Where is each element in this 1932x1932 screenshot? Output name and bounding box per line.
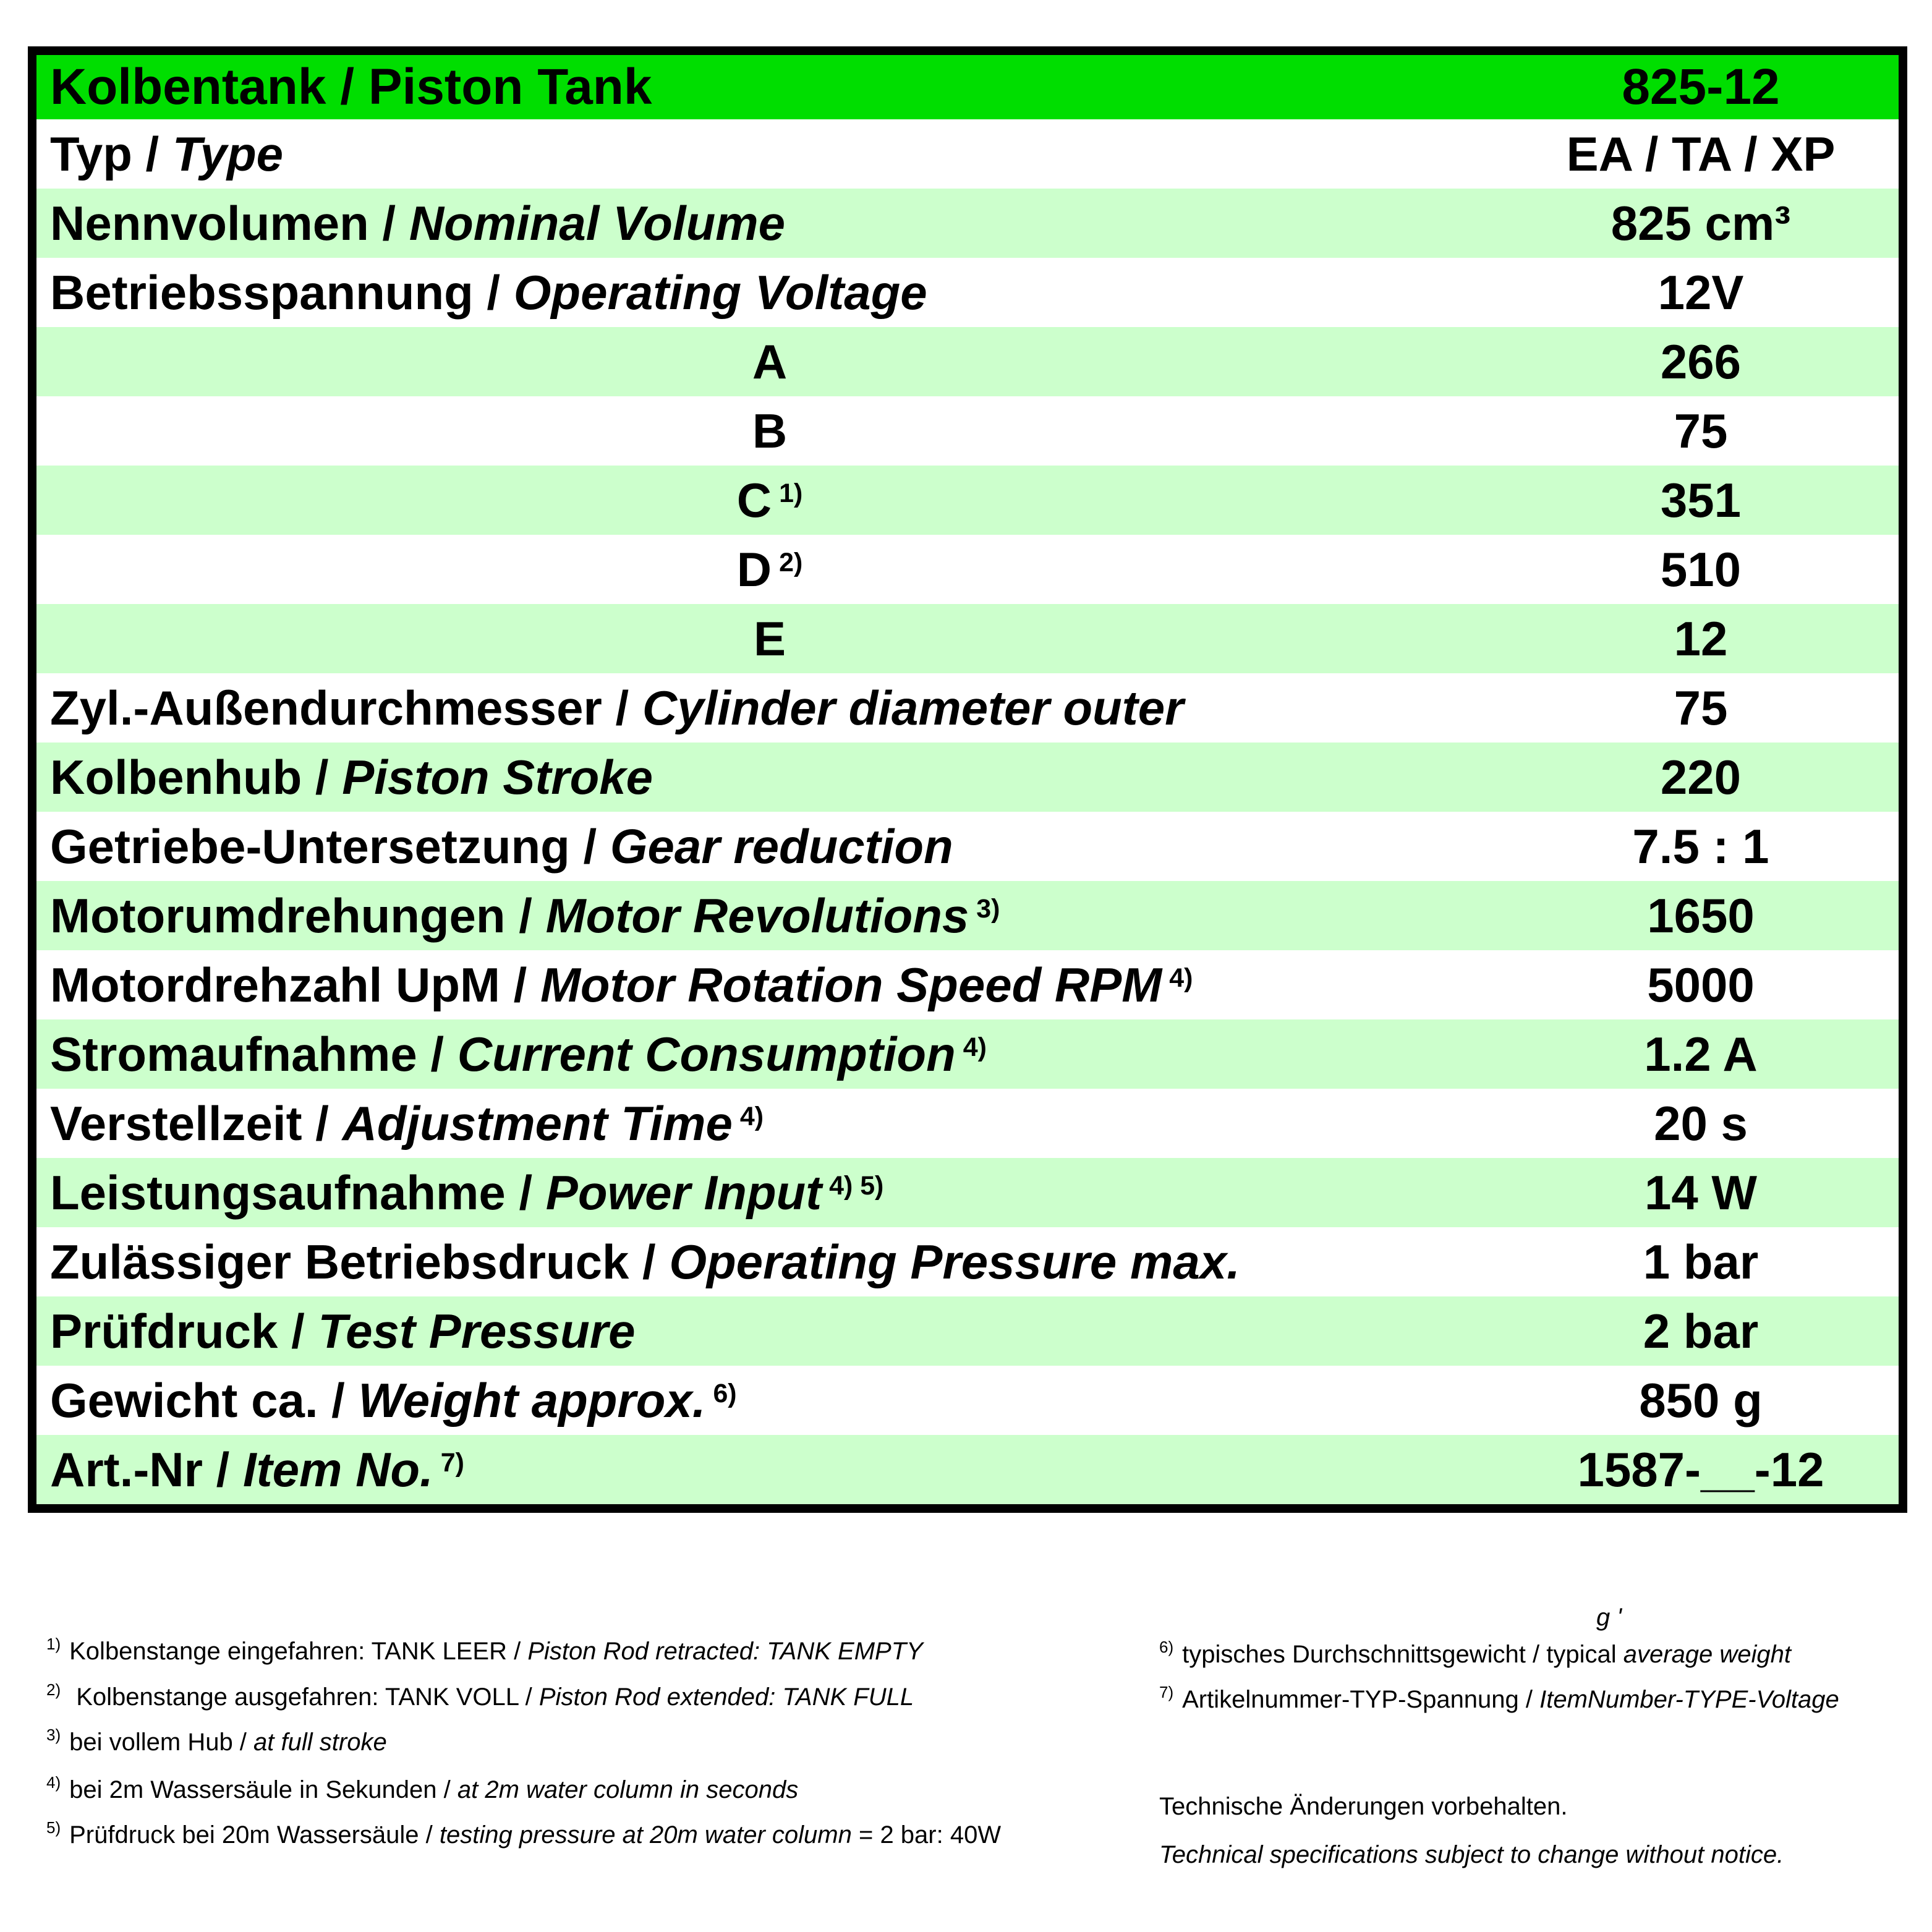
spec-row (36, 812, 1899, 881)
footnote-number: 2) (46, 1680, 61, 1699)
footnote-text: Piston Rod extended: TANK FULL (538, 1683, 914, 1711)
row-label-de: Prüfdruck (50, 1304, 278, 1358)
row-value: 1 bar (1643, 1235, 1759, 1289)
footnote (46, 1681, 914, 1711)
row-label-en: Current Consumption (457, 1027, 956, 1081)
spec-row (36, 1089, 1899, 1158)
row-label (36, 196, 1503, 250)
footnote-text: at 2m water column in seconds (457, 1776, 799, 1803)
row-label-en: Motor Revolutions (545, 888, 969, 943)
footnote (46, 1819, 1001, 1849)
spec-row (36, 1227, 1899, 1296)
row-value: 1587-__-12 (1577, 1442, 1824, 1497)
footnote-marker: 4) 5) (829, 1171, 884, 1201)
row-value: EA / TA / XP (1566, 127, 1836, 181)
spec-row (36, 881, 1899, 950)
row-value: 510 (1660, 542, 1742, 597)
row-label-de: Gewicht ca. (50, 1373, 318, 1428)
footnote-marker: 7) (440, 1448, 464, 1478)
row-value: 12 (1674, 611, 1728, 666)
row-label-en: Operating Voltage (513, 265, 927, 320)
row-label (36, 334, 1503, 389)
row-label (36, 1165, 1503, 1220)
row-value: 14 W (1644, 1165, 1758, 1220)
header-label (36, 59, 1503, 115)
row-label (36, 1235, 1503, 1289)
row-label-separator: / (278, 1304, 318, 1358)
row-label (36, 1027, 1503, 1081)
spec-row (36, 258, 1899, 327)
footnote-marker: 4) (1169, 963, 1193, 994)
row-label-separator: / (500, 958, 540, 1012)
row-value: 5000 (1647, 958, 1755, 1012)
row-label-separator: / (629, 1235, 670, 1289)
row-label-de: Zulässiger Betriebsdruck (50, 1235, 629, 1289)
row-label-separator: / (132, 127, 172, 181)
row-label-en: Motor Rotation Speed RPM (540, 958, 1162, 1012)
row-label-en: Adjustment Time (342, 1096, 733, 1151)
row-label (36, 404, 1503, 458)
spec-row (36, 1019, 1899, 1089)
row-label-de: Betriebsspannung (50, 265, 474, 320)
row-label-de: Stromaufnahme (50, 1027, 417, 1081)
footnote (1159, 1683, 1839, 1714)
row-label (36, 265, 1503, 320)
row-label-separator: / (302, 750, 343, 804)
row-label-de: A (752, 334, 788, 389)
footnote-text: Piston Rod retracted: TANK EMPTY (527, 1638, 923, 1665)
row-label (36, 888, 1503, 943)
row-label-en: Test Pressure (318, 1304, 636, 1358)
row-label-de: D (736, 542, 772, 597)
spec-row (36, 1296, 1899, 1366)
row-label-en: Piston Stroke (342, 750, 653, 804)
row-label-en: Weight approx. (358, 1373, 706, 1428)
row-value: 825 cm³ (1611, 196, 1791, 250)
row-label-separator: / (318, 1373, 359, 1428)
row-label-separator: / (505, 888, 546, 943)
row-label-separator: / (602, 681, 642, 735)
row-label-en: Power Input (545, 1165, 822, 1220)
row-label (36, 611, 1503, 666)
row-label-separator: / (417, 1027, 457, 1081)
row-label (36, 1096, 1503, 1151)
spec-row (36, 119, 1899, 189)
spec-table (28, 46, 1907, 1513)
row-label (36, 958, 1503, 1012)
footnote-number: 1) (46, 1635, 61, 1653)
row-label (36, 681, 1503, 735)
spec-row (36, 189, 1899, 258)
row-label-en: Type (172, 127, 284, 181)
spec-row (36, 950, 1899, 1019)
footnote (46, 1726, 387, 1756)
spec-row (36, 1158, 1899, 1227)
header-label-separator: / (326, 59, 368, 115)
row-label-en: Gear reduction (610, 819, 953, 874)
row-label (36, 819, 1503, 874)
spec-row (36, 466, 1899, 535)
footnote (46, 1635, 923, 1666)
row-label (36, 1304, 1503, 1358)
row-label-de: Leistungsaufnahme (50, 1165, 506, 1220)
header-label-en: Piston Tank (368, 59, 652, 115)
spec-row (36, 673, 1899, 743)
spec-row (36, 1366, 1899, 1435)
row-label (36, 750, 1503, 804)
footnote-marker: 4) (739, 1102, 764, 1132)
footnote-text: ItemNumber-TYPE-Voltage (1539, 1686, 1839, 1713)
row-label-en: Operating Pressure max. (669, 1235, 1240, 1289)
row-label-de: Motordrehzahl UpM (50, 958, 500, 1012)
row-value: 1650 (1647, 888, 1755, 943)
footnote-marker: 1) (779, 479, 803, 509)
footnote-number: 4) (46, 1773, 61, 1792)
row-label-de: B (752, 404, 788, 458)
footnote (1159, 1638, 1791, 1669)
row-label-de: Zyl.-Außendurchmesser (50, 681, 602, 735)
row-label (36, 1373, 1503, 1428)
change-notice: Technische Änderungen vorbehalten. (1159, 1793, 1568, 1820)
clipped-text-fragment: g ' (1596, 1604, 1622, 1631)
row-label-de: Getriebe-Untersetzung (50, 819, 570, 874)
row-value: 266 (1660, 334, 1742, 389)
row-label-en: Item No. (243, 1442, 433, 1497)
footnote-text: Prüfdruck bei 20m Wassersäule / (69, 1821, 440, 1849)
row-label (36, 542, 1503, 597)
row-value: 75 (1674, 681, 1728, 735)
footnote-text: typisches Durchschnittsgewicht / typical (1182, 1641, 1623, 1668)
spec-row (36, 535, 1899, 604)
spec-row (36, 743, 1899, 812)
row-value: 75 (1674, 404, 1728, 458)
footnote-text: at full stroke (253, 1729, 387, 1756)
row-label-en: Nominal Volume (409, 196, 785, 250)
row-label-de: Art.-Nr (50, 1442, 203, 1497)
spec-rows (36, 119, 1899, 1504)
footnote-marker: 2) (779, 548, 803, 578)
row-value: 20 s (1654, 1096, 1748, 1151)
footnote-text: = 2 bar: 40W (851, 1821, 1002, 1849)
spec-row (36, 396, 1899, 466)
row-label (36, 127, 1503, 181)
row-value: 1.2 A (1644, 1027, 1758, 1081)
row-label-separator: / (473, 265, 514, 320)
footnote-text: Artikelnummer-TYP-Spannung / (1182, 1686, 1540, 1713)
row-value: 7.5 : 1 (1632, 819, 1769, 874)
row-label-de: Motorumdrehungen (50, 888, 506, 943)
footnote-number: 6) (1159, 1638, 1174, 1656)
row-label-de: Verstellzeit (50, 1096, 302, 1151)
row-label-de: Typ (50, 127, 132, 181)
spec-row (36, 327, 1899, 396)
spec-row (36, 1435, 1899, 1504)
row-label-en: Cylinder diameter outer (642, 681, 1184, 735)
row-label-separator: / (302, 1096, 343, 1151)
footnote-number: 3) (46, 1726, 61, 1744)
row-value: 850 g (1639, 1373, 1763, 1428)
row-label-separator: / (569, 819, 610, 874)
row-label-separator: / (368, 196, 409, 250)
row-label-de: E (753, 611, 786, 666)
change-notice: Technical specifications subject to change without notice. (1159, 1841, 1784, 1868)
footnote-text: bei vollem Hub / (69, 1729, 254, 1756)
footnote (46, 1774, 798, 1804)
table-header-row (36, 55, 1899, 119)
row-label (36, 473, 1503, 527)
row-label (36, 1442, 1503, 1497)
footnote-number: 7) (1159, 1683, 1174, 1701)
footnote-marker: 6) (713, 1379, 737, 1409)
row-label-separator: / (203, 1442, 244, 1497)
footnote-marker: 3) (976, 894, 1000, 924)
footnote-marker: 4) (963, 1032, 987, 1063)
footnote-text: Kolbenstange ausgefahren: TANK VOLL / (69, 1683, 539, 1711)
header-label-de: Kolbentank (50, 59, 326, 115)
spec-row (36, 604, 1899, 673)
row-label-de: C (736, 473, 772, 527)
footnote-text: bei 2m Wassersäule in Sekunden / (69, 1776, 457, 1803)
row-label-de: Nennvolumen (50, 196, 369, 250)
row-label-de: Kolbenhub (50, 750, 302, 804)
row-label-separator: / (505, 1165, 546, 1220)
footnote-text: Kolbenstange eingefahren: TANK LEER / (69, 1638, 528, 1665)
footnote-text: testing pressure at 20m water column (439, 1821, 852, 1849)
row-value: 2 bar (1643, 1304, 1759, 1358)
footnote-text: average weight (1623, 1641, 1792, 1668)
footnote-number: 5) (46, 1818, 61, 1837)
row-value: 351 (1660, 473, 1742, 527)
row-value: 12V (1658, 265, 1744, 320)
header-model-number: 825-12 (1622, 59, 1780, 115)
row-value: 220 (1660, 750, 1742, 804)
